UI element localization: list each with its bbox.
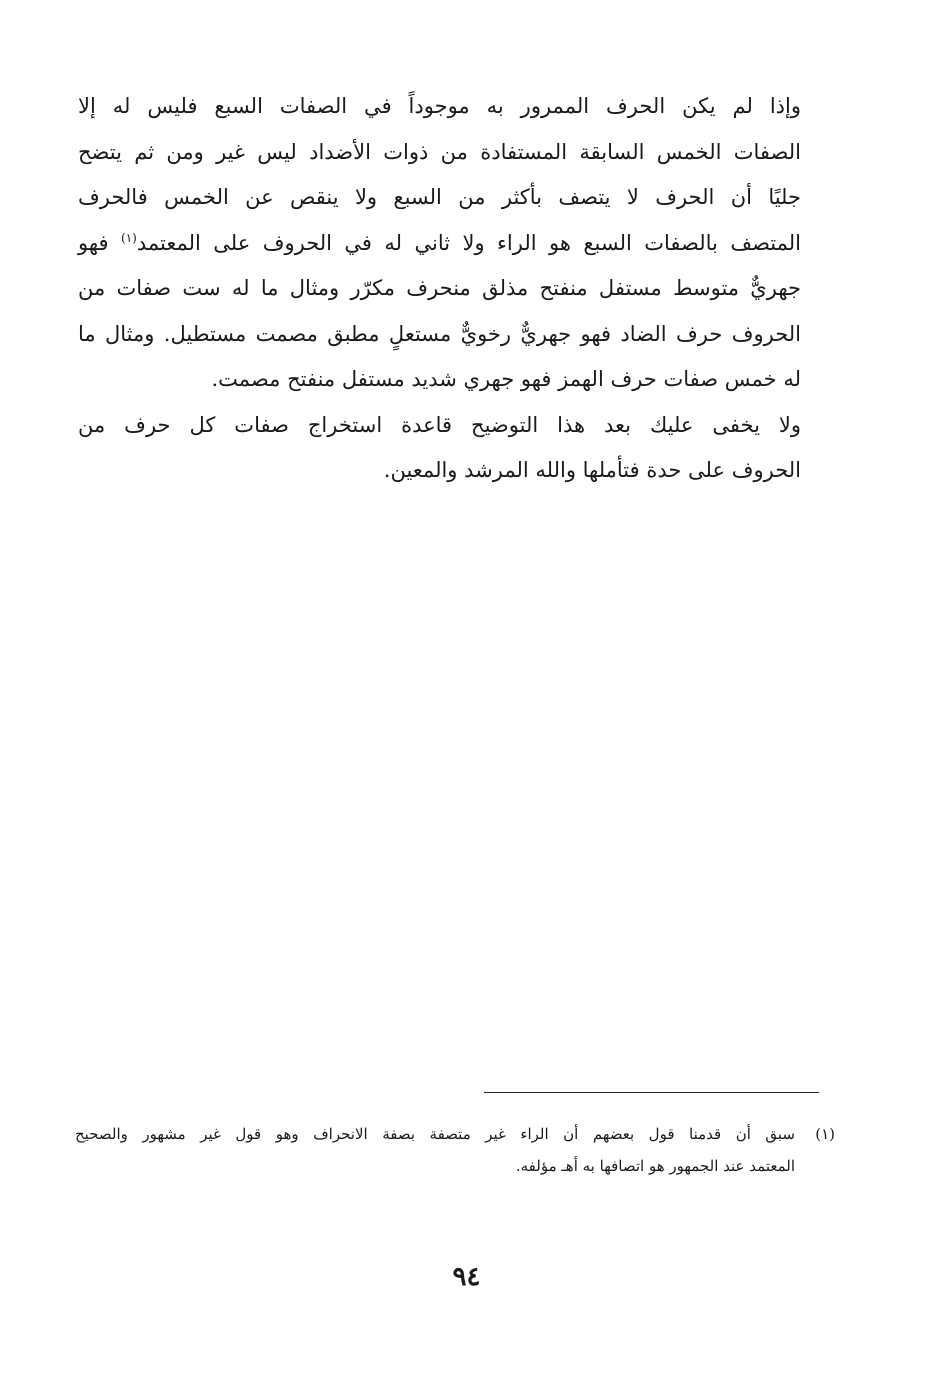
text-line: الحروف حرف الضاد فهو جهريٌّ رخويٌّ مستعلٍ مطبق مصمت مستطيل. ومثال ما (78, 321, 801, 346)
text-segment: المتصف بالصفات السبع هو الراء ولا ثاني له في الحروف على المعتمد (136, 230, 801, 255)
text-line: جليًا أن الحرف لا يتصف بأكثر من السبع ولا ينقص عن الخمس فالحرف (78, 185, 801, 209)
text-line: وإذا لم يكن الحرف الممرور به موجوداً في الصفات السبع فليس له إلا (78, 94, 801, 118)
main-text (78, 84, 835, 494)
footnote-separator (484, 1092, 819, 1093)
paragraph-2 (78, 403, 835, 494)
footnote-reference[interactable]: (١) (121, 230, 137, 245)
paragraph-1 (78, 84, 835, 403)
text-segment: فهو (78, 230, 109, 255)
footnote-line: المعتمد عند الجمهور هو اتصافها به أهـ مؤلفه. (515, 1157, 795, 1175)
footnote-number: (١) (815, 1125, 835, 1143)
text-line: جهريٌّ متوسط مستفل منفتح مذلق منحرف مكرّر ومثال ما له ست صفات من (78, 276, 801, 300)
text-line: ولا يخفى عليك بعد هذا التوضيح قاعدة استخراج صفات كل حرف من (78, 412, 801, 437)
text-line: الصفات الخمس السابقة المستفادة من ذوات الأضداد ليس غير ومن ثم يتضح (78, 139, 801, 164)
text-line-with-footnote (78, 221, 835, 267)
page-number: ٩٤ (452, 1262, 481, 1292)
footnote-entry (75, 1118, 835, 1182)
footnote-body (75, 1118, 795, 1182)
footnote (75, 1118, 835, 1182)
text-line: له خمس صفات حرف الهمز فهو جهري شديد مستفل منفتح مصمت. (211, 367, 801, 391)
text-line: الحروف على حدة فتأملها والله المرشد والمعين. (383, 458, 801, 482)
footnote-line: سبق أن قدمنا قول بعضهم أن الراء غير متصفة بصفة الانحراف وهو قول غير مشهور والصحيح (75, 1125, 795, 1143)
